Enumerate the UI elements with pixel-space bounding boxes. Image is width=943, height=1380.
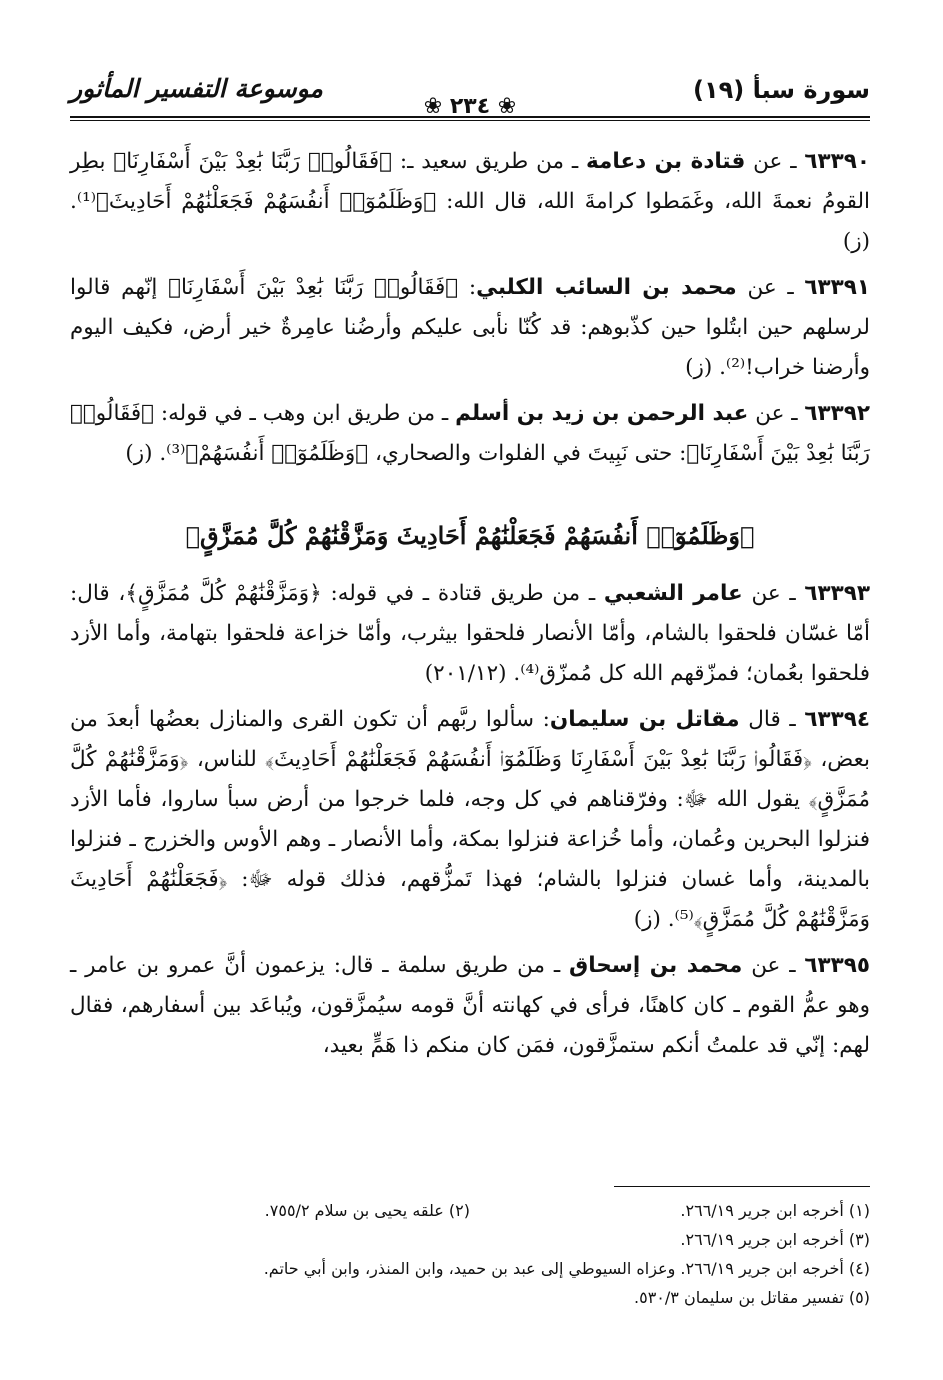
narration-paragraph <box>70 394 870 474</box>
footnote-5: (٥) تفسير مقاتل بن سليمان ٥٣٠/٣. <box>634 1288 870 1307</box>
narration-number: ٦٣٣٩٠ <box>804 149 871 174</box>
narrator-name: محمد بن السائب الكلبي <box>476 275 737 300</box>
narration-text: ـ من طريق سلمة ـ قال: يزعمون أنَّ عمرو بن عامر ـ وهو عمُّ القوم ـ كان كاهنًا، فرأى في كهانته أنَّ قومه سيُمزَّقون، ويُباعَد بين أسفارهم، فقال لهم: إنّي قد علمتُ أنكم ستمزَّقون، فمَن كان منكم ذا هَمٍّ بعيد، <box>70 953 870 1058</box>
narration-number: ٦٣٣٩٢ <box>804 401 871 426</box>
footnotes <box>70 1196 870 1312</box>
header-rule <box>70 116 870 118</box>
header-book-title: موسوعة التفسير المأثور <box>70 74 323 103</box>
narration-number: ٦٣٣٩١ <box>804 275 871 300</box>
footnote-row <box>70 1196 870 1225</box>
narration-prefix: ـ قال <box>739 707 805 732</box>
narration-text: ـ من طريق قتادة ـ في قوله: ﴿وَمَزَّقْنَٰهُمْ كُلَّ مُمَزَّقٍ﴾، قال: أمّا غسّان فلحقوا بالشام، وأمّا الأنصار فلحقوا بيثرب، وأمّا خزاعة فلحقوا بتهامة، وأما الأزد فلحقوا بعُمان؛ فمزّقهم الله كل مُمزّق⁽⁴⁾. (٢٠١/١٢) <box>70 581 871 686</box>
narration-paragraph <box>70 142 870 262</box>
footnote-3: (٣) أخرجه ابن جرير ٢٦٦/١٩. <box>680 1230 870 1249</box>
narrator-name: عبد الرحمن بن زيد بن أسلم <box>455 401 749 426</box>
narration-prefix: ـ عن <box>745 149 805 174</box>
page-number: ❀ ٢٣٤ ❀ <box>423 94 517 119</box>
narration-prefix: ـ عن <box>742 581 805 606</box>
narration-paragraph <box>70 268 870 388</box>
narrator-name: محمد بن إسحاق <box>568 953 743 978</box>
footnote-4: (٤) أخرجه ابن جرير ٢٦٦/١٩. وعزاه السيوطي إلى عبد بن حميد، وابن المنذر، وابن أبي حاتم. <box>263 1259 870 1278</box>
narration-paragraph <box>70 700 870 940</box>
narration-prefix: ـ عن <box>742 953 805 978</box>
narration-number: ٦٣٣٩٣ <box>804 581 871 606</box>
header-surah-title: سورة سبأ (١٩) <box>693 76 870 104</box>
main-text <box>70 142 870 1072</box>
narrator-name: عامر الشعبي <box>603 581 743 606</box>
footnote-2: (٢) علقه يحيى بن سلام ٧٥٥/٢. <box>264 1201 470 1220</box>
narration-paragraph <box>70 574 870 694</box>
narration-paragraph <box>70 946 870 1066</box>
narration-prefix: ـ عن <box>748 401 805 426</box>
page-header <box>70 74 870 119</box>
header-rule-thin <box>70 120 870 121</box>
narration-prefix: ـ عن <box>736 275 805 300</box>
verse-heading: ﴿وَظَلَمُوٓا۟ أَنفُسَهُمْ فَجَعَلْنَٰهُمْ أَحَادِيثَ وَمَزَّقْنَٰهُمْ كُلَّ مُمَزَّقٍ﴾ <box>185 521 755 550</box>
narrator-name: قتادة بن دعامة <box>586 149 746 174</box>
narration-text: ـ من طريق ابن وهب ـ في قوله: ﴿فَقَالُوا۟ رَبَّنَا بَٰعِدْ بَيْنَ أَسْفَارِنَا﴾: حتى نَبِيتَ في الفلوات والصحاري، ﴿وَظَلَمُوٓا۟ أَنفُسَهُمْ﴾⁽³⁾. (ز) <box>70 401 870 466</box>
footnote-1: (١) أخرجه ابن جرير ٢٦٦/١٩. <box>680 1201 870 1220</box>
narrator-name: مقاتل بن سليمان <box>549 707 740 732</box>
narration-number: ٦٣٣٩٥ <box>804 953 870 978</box>
narration-text: : ﴿فَقَالُوا۟ رَبَّنَا بَٰعِدْ بَيْنَ أَسْفَارِنَا﴾ إنّهم قالوا لرسلهم حين ابتُلوا حين كذّبوهم: قد كُنّا نأبى عليكم وأرضُنا عامِرةٌ خير أرض، فكيف اليوم وأرضنا خراب!⁽²⁾. (ز) <box>70 275 870 380</box>
footnote-separator <box>614 1186 870 1187</box>
narration-text: : سألوا ربَّهم أن تكون القرى والمنازل بعضُها أبعدَ من بعض، ﴿فَقَالُوا۟ رَبَّنَا بَٰعِدْ بَيْنَ أَسْفَارِنَا وَظَلَمُوٓا۟ أَنفُسَهُمْ فَجَعَلْنَٰهُمْ أَحَادِيثَ﴾ للناس، ﴿وَمَزَّقْنَٰهُمْ كُلَّ مُمَزَّقٍ﴾ يقول الله ﷻ: وفرّقناهم في كل وجه، فلما خرجوا من أرض سبأ ساروا، فأما الأزد فنزلوا البحرين وعُمان، وأما خُزاعة فنزلوا بمكة، وأما الأنصار ـ وهم الأوس والخزرج ـ فنزلوا بالمدينة، وأما غسان فنزلوا بالشام؛ فهذا تَمزُّقهم، فذلك قوله ﷻ: ﴿فَجَعَلْنَٰهُمْ أَحَادِيثَ وَمَزَّقْنَٰهُمْ كُلَّ مُمَزَّقٍ﴾⁽⁵⁾. (ز) <box>70 707 870 932</box>
narration-number: ٦٣٣٩٤ <box>804 707 870 732</box>
narration-text: ـ من طريق سعيد ـ: ﴿فَقَالُوا۟ رَبَّنَا بَٰعِدْ بَيْنَ أَسْفَارِنَا﴾ بطِر القومُ نعمةَ الله، وغَمَطوا كرامةَ الله، قال الله: ﴿وَظَلَمُوٓا۟ أَنفُسَهُمْ فَجَعَلْنَٰهُمْ أَحَادِيثَ﴾⁽¹⁾. (ز) <box>70 149 870 254</box>
